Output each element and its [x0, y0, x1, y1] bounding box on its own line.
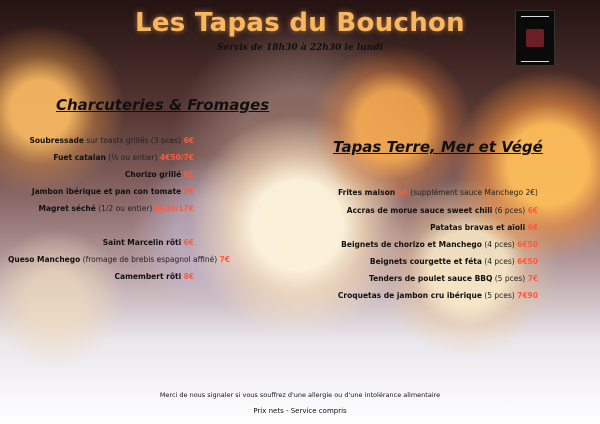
- menu-item: [300, 206, 538, 216]
- restaurant-logo: [515, 10, 555, 66]
- menu-subtitle: Servis de 18h30 à 22h30 le lundi: [217, 43, 383, 53]
- menu-item: [300, 274, 538, 284]
- item-name: Tenders de poulet sauce BBQ: [369, 274, 493, 283]
- item-desc: (6 pces): [492, 206, 528, 215]
- item-desc: (½ ou entier): [105, 153, 160, 162]
- item-name: Croquetas de jambon cru ibérique: [337, 291, 482, 300]
- item-name: Camembert rôti: [114, 272, 182, 281]
- item-price: 9€: [183, 187, 194, 196]
- menu-item: [8, 153, 194, 163]
- item-price: 6€: [183, 238, 194, 247]
- item-price: 6€50: [517, 240, 538, 249]
- menu-item: [300, 240, 538, 250]
- item-name: Frites maison: [338, 188, 396, 197]
- section-title-tapas: Tapas Terre, Mer et Végé: [333, 138, 543, 156]
- item-name: Patatas bravas et aïoli: [430, 223, 526, 232]
- item-price: 6€: [183, 136, 194, 145]
- logo-emblem: [526, 29, 544, 47]
- item-name: Soubressade: [29, 136, 84, 145]
- item-price: 7€: [219, 255, 231, 264]
- item-price: 5€: [397, 188, 408, 197]
- item-price: 8€30/17€: [154, 204, 194, 213]
- item-desc: (fromage de brebis espagnol affiné): [80, 255, 220, 264]
- menu-item: [8, 255, 231, 265]
- item-name: Chorizo grillé: [124, 170, 182, 179]
- item-desc: (5 pces): [481, 291, 518, 300]
- menu-title: Les Tapas du Bouchon: [135, 8, 465, 38]
- item-price: 7€90: [517, 291, 538, 300]
- item-name: Magret séché: [38, 204, 96, 213]
- item-price: 8€: [183, 272, 194, 281]
- menu-item: [300, 291, 538, 301]
- item-price: 6€: [527, 206, 538, 215]
- item-desc: (5 pces): [492, 274, 528, 283]
- item-name: Fuet catalan: [53, 153, 106, 162]
- menu-item: [8, 204, 194, 214]
- section-title-charcuteries: Charcuteries & Fromages: [56, 96, 270, 114]
- item-price: 6€: [527, 223, 538, 232]
- menu-item: [8, 187, 194, 197]
- item-price: 4€50/7€: [159, 153, 194, 162]
- item-price: 8€: [183, 170, 194, 179]
- item-extra: (supplément sauce Manchego 2€): [407, 188, 538, 197]
- item-name: Accras de morue sauce sweet chili: [346, 206, 493, 215]
- menu-item: [300, 223, 538, 233]
- menu-item: [8, 272, 194, 282]
- menu-item: [300, 257, 538, 267]
- item-price: 6€50: [517, 257, 538, 266]
- item-desc: (4 pces): [481, 257, 518, 266]
- item-name: Queso Manchego: [8, 255, 81, 264]
- item-desc: (4 pces): [481, 240, 518, 249]
- item-name: Jambon ibérique et pan con tomate: [31, 187, 182, 196]
- item-name: Saint Marcelin rôti: [102, 238, 182, 247]
- allergy-note: Merci de nous signaler si vous souffrez d'une allergie ou d'une intolérance alimentaire: [159, 391, 441, 399]
- price-note: Prix nets - Service compris: [253, 407, 347, 415]
- menu-item: [8, 170, 194, 180]
- item-name: Beignets courgette et féta: [369, 257, 482, 266]
- item-name: Beignets de chorizo et Manchego: [341, 240, 482, 249]
- item-desc: (1/2 ou entier): [95, 204, 155, 213]
- item-price: 7€: [527, 274, 538, 283]
- menu-item: [8, 136, 194, 146]
- menu-item: [8, 238, 194, 248]
- menu-item: [300, 188, 538, 198]
- item-desc: sur toasts grillés (3 pces): [83, 136, 184, 145]
